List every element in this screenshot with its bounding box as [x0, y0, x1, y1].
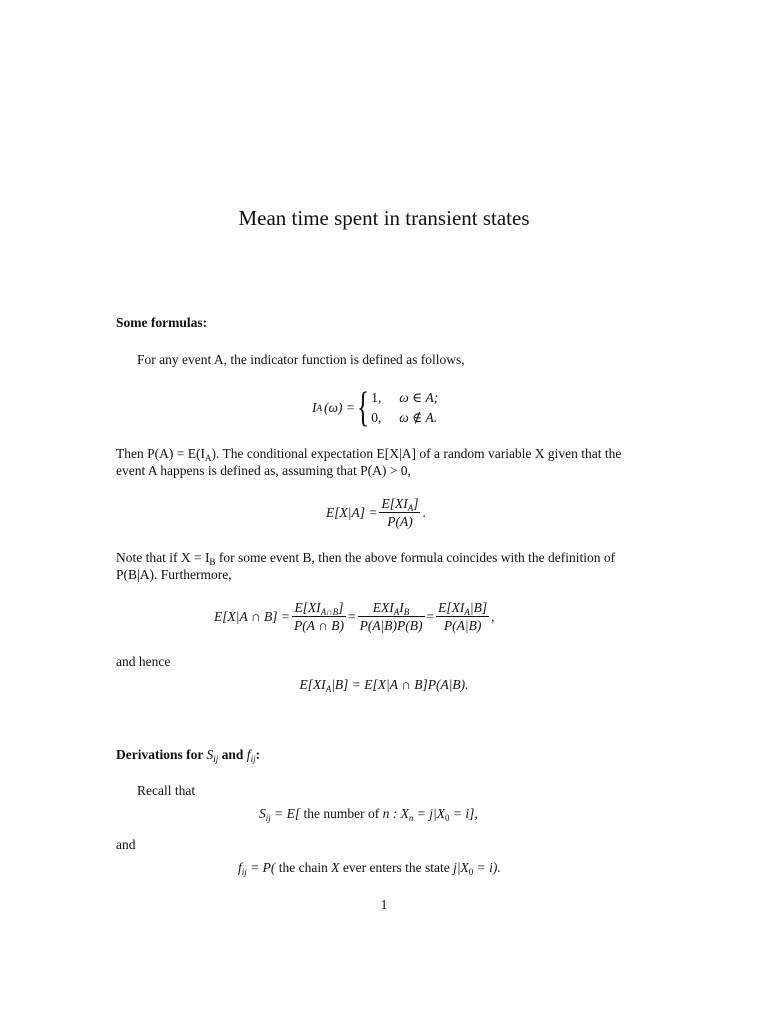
heading2-mid: and — [218, 747, 247, 762]
case1-value: 1, — [371, 390, 382, 406]
eq2-equals-2: = — [426, 608, 435, 624]
indicator-equation: I A (ω) = { 1, ω ∈ A; 0, ω ∉ A. — [312, 385, 439, 431]
case2-condition: ω ∉ A. — [399, 410, 438, 425]
note-paragraph — [116, 550, 656, 584]
recall-text: Recall that — [137, 783, 196, 798]
eq2-f2-num-b: I — [399, 600, 404, 615]
eq1-lhs: E[X|A] = — [326, 504, 378, 520]
equation-sij — [259, 806, 478, 823]
eq1-num-end: ] — [413, 496, 419, 511]
eq4-d: = i], — [449, 806, 478, 821]
then-text-a: Then P(A) = E(I — [116, 446, 205, 461]
eq4-s-sub: ij — [265, 813, 271, 823]
eq2-f2-den: P(A|B)P(B) — [359, 618, 423, 634]
eq-indicator-lhs: I — [312, 399, 317, 415]
eq5-x: X — [331, 860, 340, 875]
equation-fij — [238, 860, 501, 877]
and-text: and — [116, 837, 136, 852]
eq5-sub-0: 0 — [468, 867, 474, 877]
conditional-expectation-equation — [326, 496, 426, 531]
eq5-text2: ever enters the state — [339, 860, 454, 875]
heading2-s: S — [206, 747, 214, 762]
eq1-num: E[XI — [381, 496, 408, 511]
eq4-s: S — [259, 806, 266, 821]
eq4-sub-n: n — [408, 813, 414, 823]
equation-3 — [0, 677, 768, 694]
eq2-f2-num-a: EXI — [372, 600, 394, 615]
eq5-f: f — [238, 860, 242, 875]
eq3-b: |B] = E[X|A ∩ B]P(A|B). — [331, 677, 469, 692]
eq2-f2-num-sub2: B — [403, 607, 410, 617]
eq2-end: , — [491, 608, 495, 624]
heading2-f: f — [246, 747, 251, 762]
eq4-c: = j|X — [413, 806, 445, 821]
eq1-num-sub: A — [407, 503, 414, 513]
eq5-b: j|X — [453, 860, 469, 875]
then-text-rest: ). The conditional expectation E[X|A] of a random variable X given that the — [211, 446, 622, 461]
eq2-fraction-3 — [436, 600, 489, 635]
eq5-c: = i). — [473, 860, 501, 875]
eq3-a: E[XI — [299, 677, 326, 692]
indicator-intro: For any event A, the indicator function is defined as follows, — [137, 352, 465, 367]
heading2-s-sub: ij — [213, 754, 219, 764]
case2-value: 0, — [371, 410, 382, 425]
eq1-fraction — [379, 496, 420, 531]
eq1-end: . — [422, 504, 426, 520]
note-line1-a: Note that if X = I — [116, 550, 210, 565]
eq2-f3-den: P(A|B) — [443, 618, 482, 634]
eq2-fraction-2 — [358, 600, 425, 635]
eq4-a: = E[ — [270, 806, 301, 821]
section-heading-derivations — [116, 747, 260, 764]
heading2-f-sub: ij — [250, 754, 256, 764]
section-heading-formulas: Some formulas: — [116, 315, 208, 330]
heading2-a: Derivations for — [116, 747, 207, 762]
eq2-f3-num-sub: A — [464, 607, 470, 617]
eq4-text: the number of — [300, 806, 383, 821]
eq2-f3-num-b: |B] — [469, 600, 488, 615]
eq2-equals-1: = — [347, 608, 356, 624]
page-title: Mean time spent in transient states — [238, 206, 530, 230]
case1-condition: ω ∈ A; — [399, 390, 439, 406]
cases-block — [371, 388, 438, 427]
left-brace-symbol: { — [357, 385, 370, 431]
then-text-sub: A — [204, 453, 212, 463]
then-text-line2: event A happens is defined as, assuming that P(A) > 0, — [116, 462, 411, 478]
eq2-fraction-1 — [292, 600, 346, 635]
intersection-equation — [214, 600, 494, 635]
eq3-sub: A — [325, 684, 332, 694]
eq2-f1-num: E[XI — [294, 600, 321, 615]
eq4-b: n : X — [382, 806, 409, 821]
eq5-f-sub: ij — [241, 867, 247, 877]
note-line2: P(B|A). Furthermore, — [116, 566, 232, 582]
page-number: 1 — [380, 897, 388, 912]
eq2-f3-num-a: E[XI — [438, 600, 465, 615]
eq4-sub-0: 0 — [444, 813, 450, 823]
eq2-f2-num-sub1: A — [393, 607, 400, 617]
eq2-f1-den: P(A ∩ B) — [293, 618, 344, 634]
eq1-den: P(A) — [387, 514, 413, 530]
note-line1-b: for some event B, then the above formula coincides with the definition of — [215, 550, 616, 565]
eq5-text: the chain — [275, 860, 332, 875]
eq5-a: = P( — [246, 860, 276, 875]
heading2-end: : — [255, 747, 261, 762]
eq2-f1-num-end: ] — [338, 600, 344, 615]
eq2-f1-num-sub: A∩B — [320, 607, 339, 617]
note-line1-sub: B — [209, 557, 216, 567]
conditional-expectation-paragraph — [116, 446, 656, 480]
eq-indicator-arg: (ω) = — [324, 399, 356, 415]
and-hence-text: and hence — [116, 654, 171, 669]
eq2-lhs: E[X|A ∩ B] = — [214, 608, 290, 624]
